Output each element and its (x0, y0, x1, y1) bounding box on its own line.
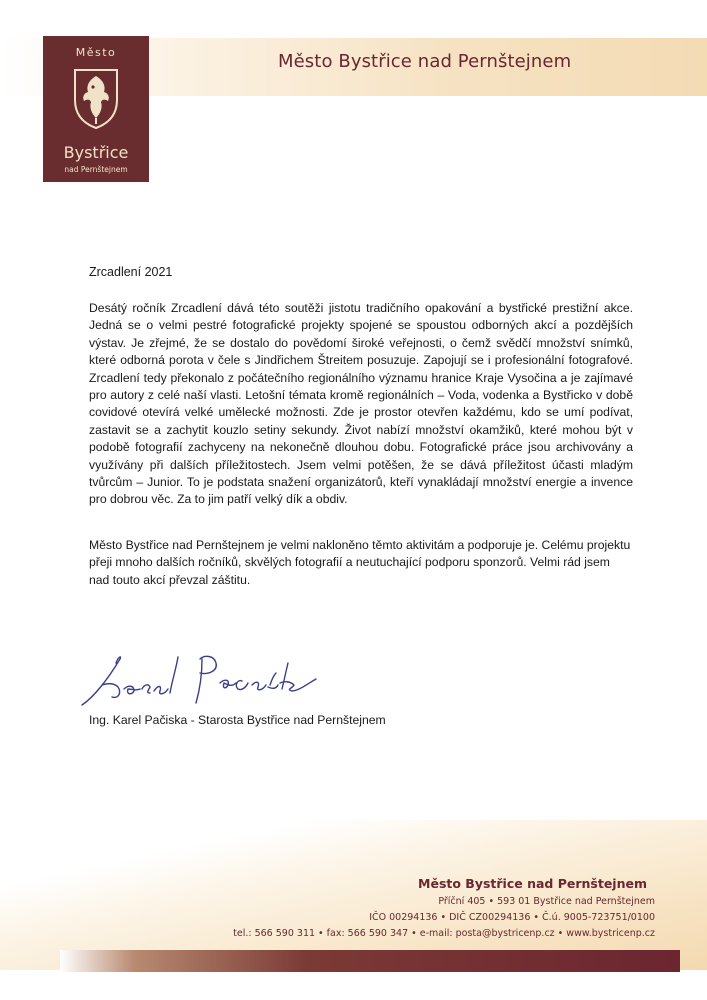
city-logo (43, 36, 149, 182)
letter-heading: Zrcadlení 2021 (89, 265, 173, 279)
footer-bar (60, 950, 680, 972)
logo-subtitle: nad Pernštejnem (64, 165, 128, 174)
logo-top-text: Město (75, 46, 117, 59)
signer-line: Ing. Karel Pačiska - Starosta Bystřice nad Pernštejnem (89, 713, 386, 727)
footer-name: Město Bystřice nad Pernštejnem (418, 876, 647, 891)
logo-name: Bystřice (63, 143, 129, 162)
footer-address: Příční 405 • 593 01 Bystřice nad Pernštejnem (438, 896, 655, 907)
letter-paragraph-2: Město Bystřice nad Pernštejnem je velmi nakloněno těmto aktivitám a podporuje je. Celému projektu přeji mnoho dalších ročníků, skvělých fotografií a neutuchající podporu sponzorů. Velmi rád jsem nad touto akcí převzal záštitu. (89, 538, 631, 587)
handwritten-signature (72, 645, 332, 715)
header-title: Město Bystřice nad Pernštejnem (278, 51, 572, 72)
footer-contact: tel.: 566 590 311 • fax: 566 590 347 • e-mail: posta@bystricenp.cz • www.bystricenp.cz (233, 928, 655, 939)
footer-ids: IČO 00294136 • DIČ CZ00294136 • Č.ú. 9005-723751/0100 (369, 912, 655, 923)
letter-paragraph-1: Desátý ročník Zrcadlení dává této soutěži jistotu tradičního opakování a bystřické prestižní akce. Jedná se o velmi pestré fotografické projekty spojené se spoustou odborných akcí a pozdějších výstav. Je zřejmé, že se dostalo do povědomí široké veřejnosti, o čemž svědčí množství snímků, které odborná porota v čele s Jindřichem Štreitem posuzuje. Zapojují se i profesionální fotografové. Zrcadlení tedy překonalo z počátečního regionálního významu hranice Kraje Vysočina a je zajímavé pro autory z celé naší vlasti. Letošní témata kromě regionálních – Voda, vodenka a Bystřicko v době covidové otevírá velké umělecké možnosti. Zde je prostor otevřen každému, kdo se umí podívat, zastavit se a zachytit kouzlo setiny sekundy. Život nabízí množství okamžiků, které mohou být v podobě fotografií zachyceny na nekonečně dlouhou dobu. Fotografické práce jsou archivovány a využívány při dalších příležitostech. Jsem velmi potěšen, že se dává příležitost účasti mladým tvůrcům – Junior. To je podstata snažení organizátorů, kteří vynakládají množství energie a invence pro dobrou věc. Za to jim patří velký dík a obdiv. (89, 301, 633, 507)
footer-band (0, 820, 707, 970)
crest-icon (71, 66, 121, 130)
